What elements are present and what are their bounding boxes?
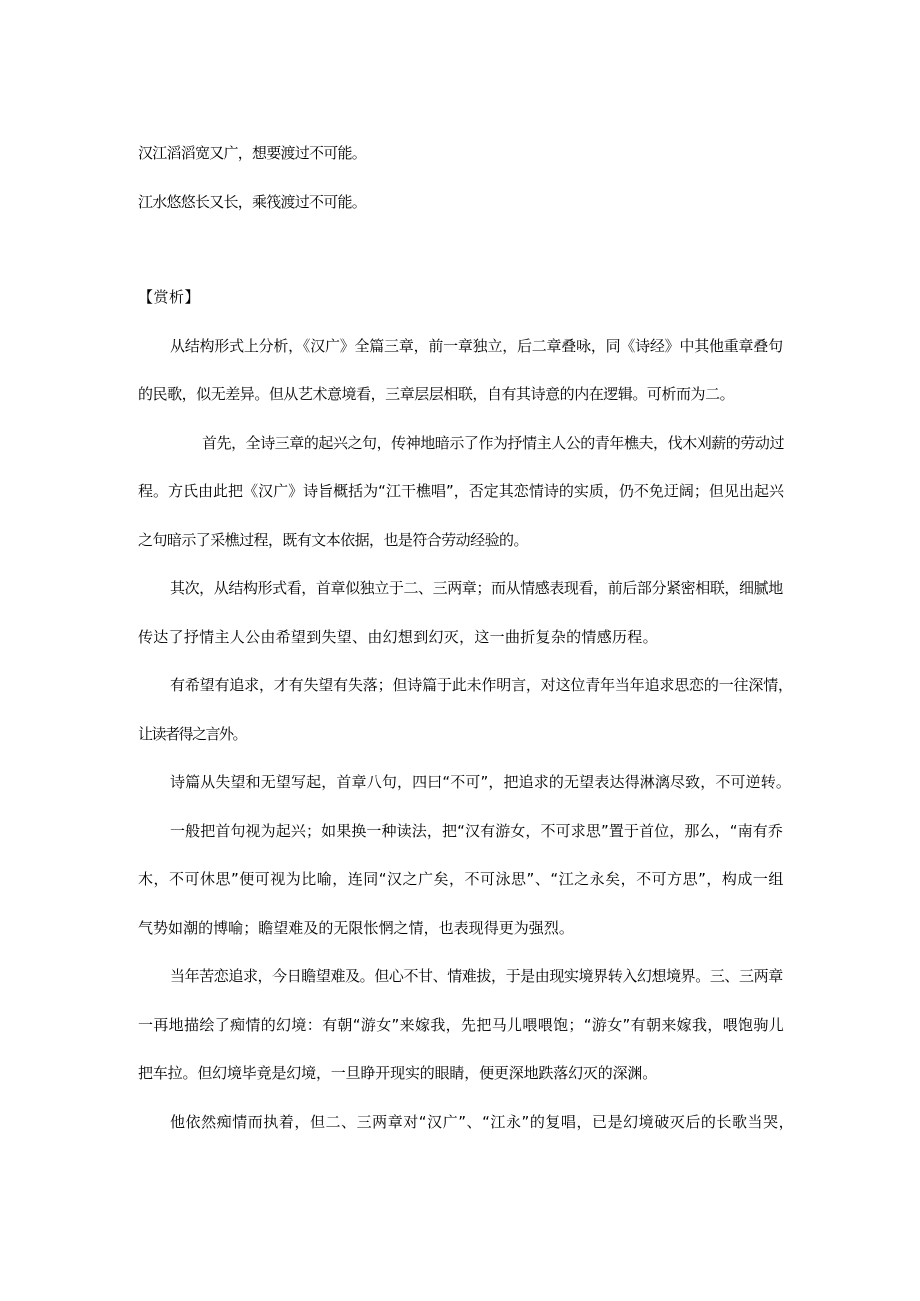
paragraph-line: 有希望有追求，才有失望有失落；但诗篇于此未作明言，对这位青年当年追求思恋的一往深情， xyxy=(170,676,793,694)
paragraph-line: 首先，全诗三章的起兴之句，传神地暗示了作为抒情主人公的青年樵夫，伐木刈薪的劳动过 xyxy=(202,434,785,452)
paragraph-line: 之句暗示了采樵过程，既有文本依据，也是符合劳动经验的。 xyxy=(138,531,528,549)
paragraph-line: 从结构形式上分析，《汉广》全篇三章，前一章独立，后二章叠咏，同《诗经》中其他重章叠句 xyxy=(170,337,783,355)
translation-line-1: 汉江滔滔宽又广，想要渡过不可能。 xyxy=(138,144,367,162)
paragraph-line: 的民歌，似无差异。但从艺术意境看，三章层层相联，自有其诗意的内在逻辑。可析而为二。 xyxy=(138,385,735,403)
paragraph-line: 一般把首句视为起兴；如果换一种读法，把“汉有游女，不可求思”置于首位，那么，“南有乔 xyxy=(170,822,783,840)
paragraph-line: 气势如潮的博喻；瞻望难及的无限怅惘之情，也表现得更为强烈。 xyxy=(138,919,574,937)
paragraph-line: 木，不可休思”便可视为比喻，连同“汉之广矣，不可泳思”、“江之永矣，不可方思”，构成一组 xyxy=(138,870,784,888)
appreciation-heading: 【赏析】 xyxy=(138,288,201,306)
paragraph-line: 把车拉。但幻境毕竟是幻境，一旦睁开现实的眼睛，便更深地跌落幻灭的深渊。 xyxy=(138,1064,658,1082)
paragraph-line: 程。方氏由此把《汉广》诗旨概括为“江干樵唱”，否定其恋情诗的实质，仍不免迂阔；但见出起兴 xyxy=(138,482,784,500)
paragraph-line: 传达了抒情主人公由希望到失望、由幻想到幻灭，这一曲折复杂的情感历程。 xyxy=(138,628,658,646)
paragraph-line: 一再地描绘了痴情的幻境：有朝“游女”来嫁我，先把马儿喂喂饱；“游女”有朝来嫁我，喂饱驹儿 xyxy=(138,1016,785,1034)
paragraph-line: 让读者得之言外。 xyxy=(138,725,247,743)
translation-line-2: 江水悠悠长又长，乘筏渡过不可能。 xyxy=(138,193,367,211)
paragraph-line: 诗篇从失望和无望写起，首章八句，四曰“不可”，把追求的无望表达得淋漓尽致，不可逆转。 xyxy=(170,773,792,791)
paragraph-line: 其次，从结构形式看，首章似独立于二、三两章；而从情感表现看，前后部分紧密相联，细腻地 xyxy=(170,579,783,597)
paragraph-line: 他依然痴情而执着，但二、三两章对“汉广”、“江永”的复唱，已是幻境破灭后的长歌当哭， xyxy=(170,1113,795,1131)
paragraph-line: 当年苦恋追求，今日瞻望难及。但心不甘、情难拔，于是由现实境界转入幻想境界。三、三两章 xyxy=(170,967,783,985)
